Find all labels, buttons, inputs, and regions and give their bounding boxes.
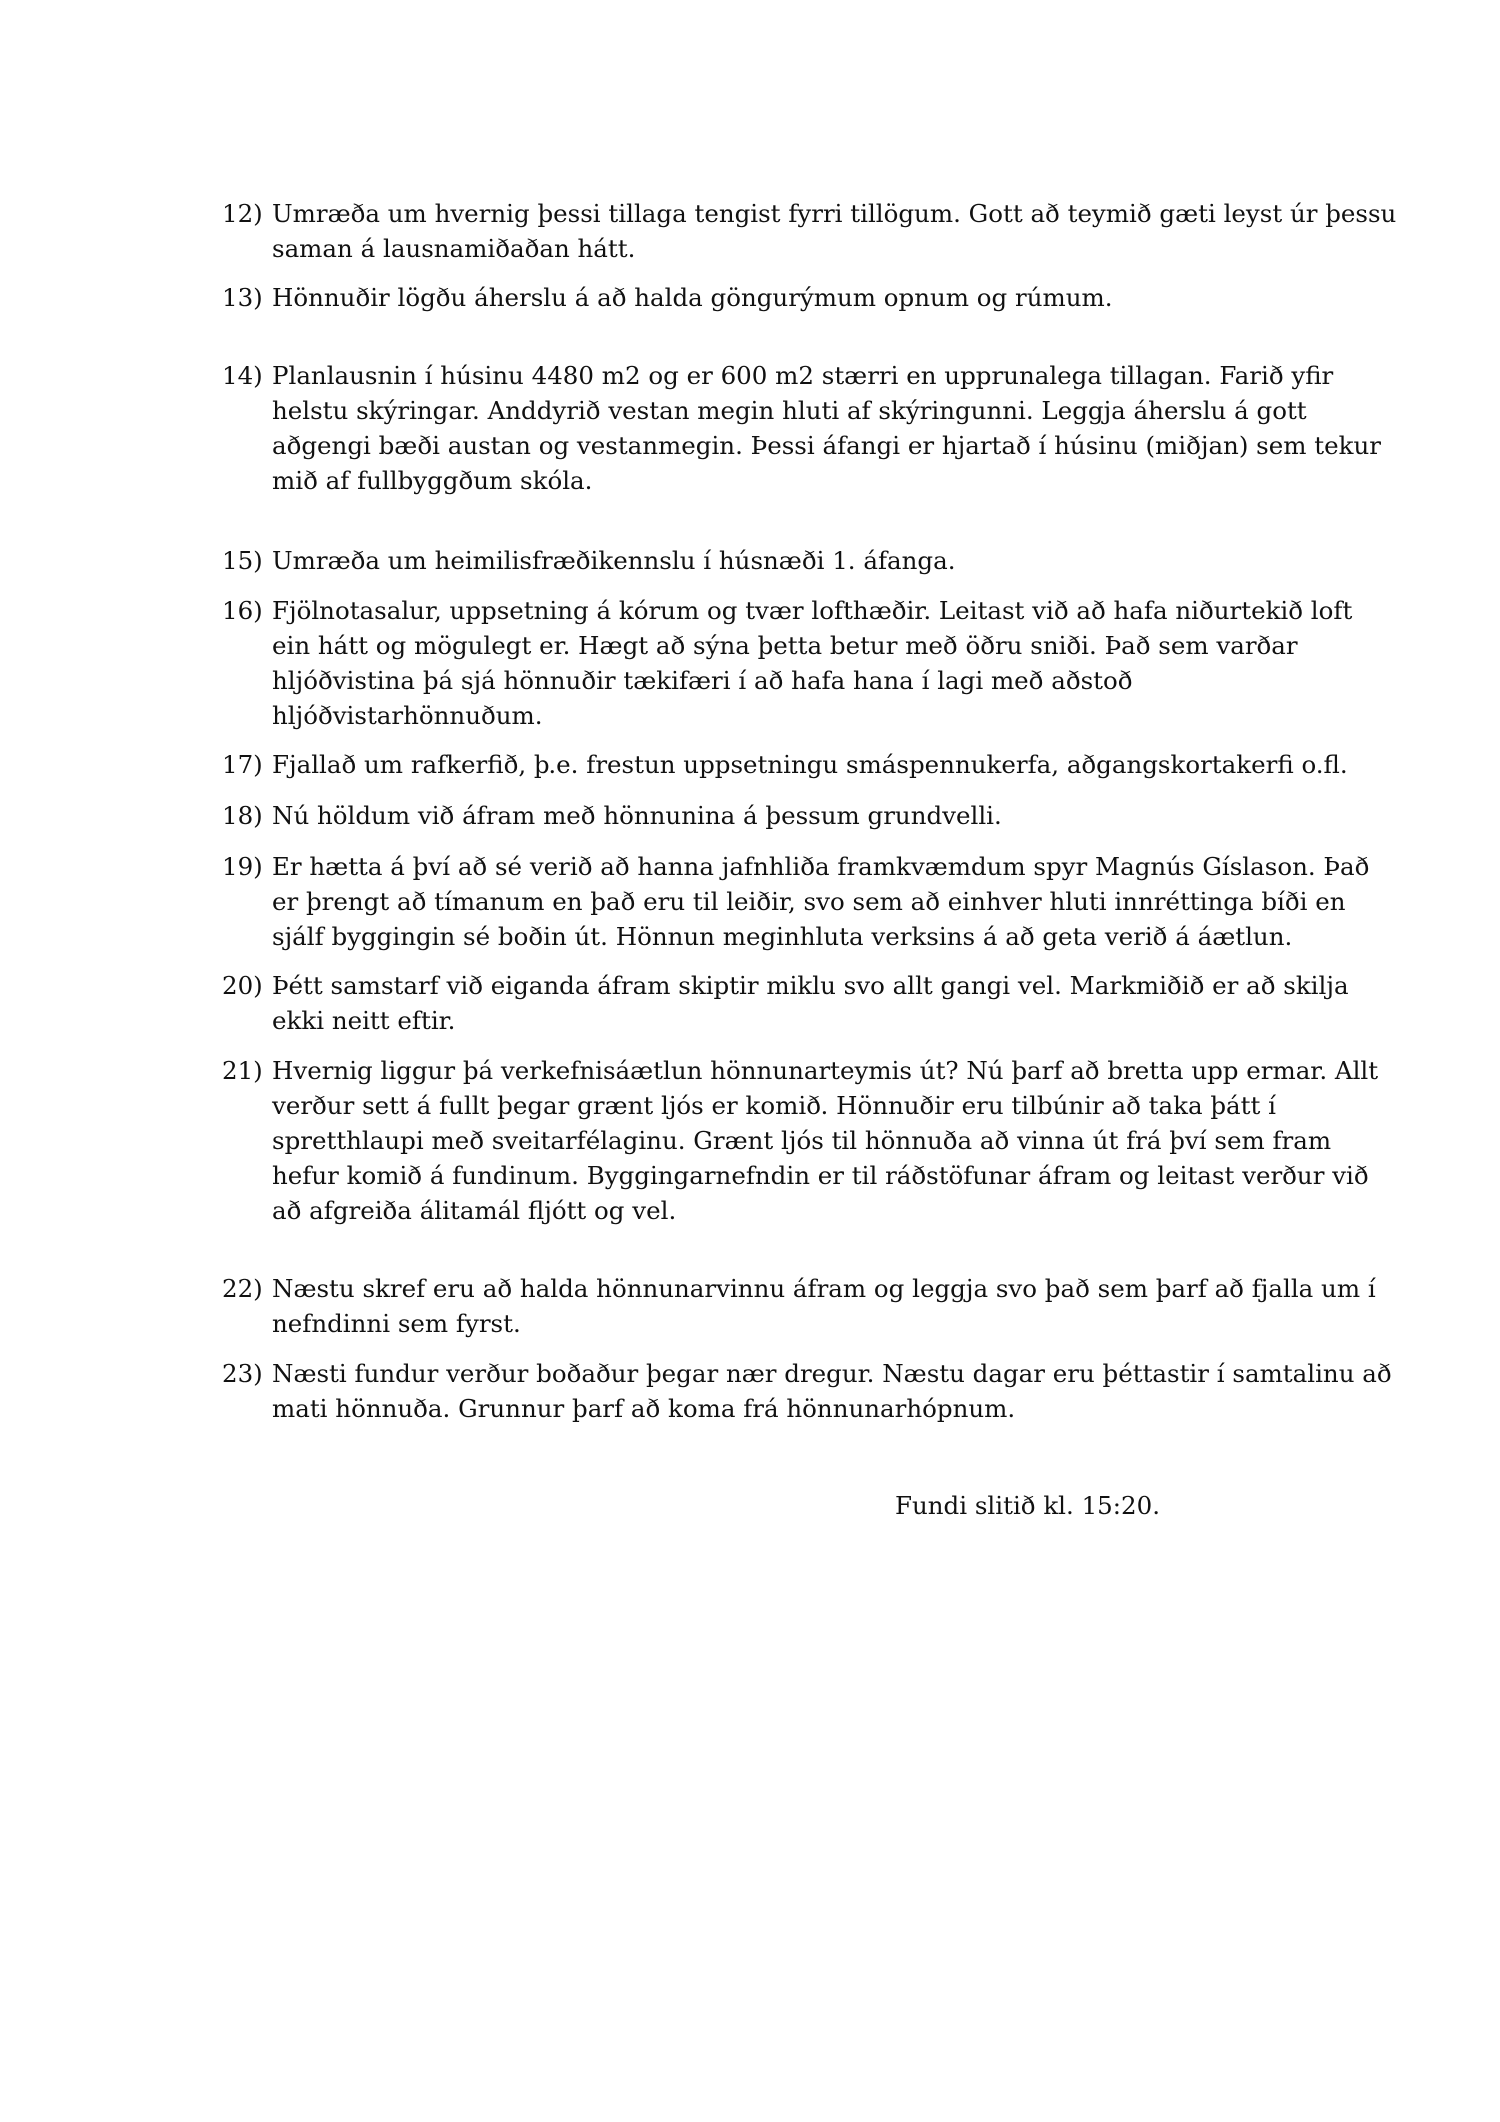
item-text-line: Umræða um heimilisfræðikennslu í húsnæði 1. áfanga. xyxy=(272,546,956,575)
item-number: 20) xyxy=(222,971,263,1000)
item-number: 21) xyxy=(222,1056,263,1085)
item-text-line: spretthlaupi með sveitarfélaginu. Grænt ljós til hönnuða að vinna út frá því sem fram xyxy=(272,1126,1332,1155)
item-text-line: Nú höldum við áfram með hönnunina á þessum grundvelli. xyxy=(272,801,1002,830)
item-number: 22) xyxy=(222,1274,263,1303)
minutes-item-14 xyxy=(222,358,1381,498)
minutes-item-12 xyxy=(222,196,1397,266)
item-text-line: Hvernig liggur þá verkefnisáætlun hönnunarteymis út? Nú þarf að bretta upp ermar. Allt xyxy=(272,1056,1379,1085)
item-number: 16) xyxy=(222,596,263,625)
minutes-item-16 xyxy=(222,593,1353,733)
item-number: 19) xyxy=(222,852,263,881)
item-text-line: helstu skýringar. Anddyrið vestan megin hluti af skýringunni. Leggja áherslu á gott xyxy=(272,396,1307,425)
item-number: 17) xyxy=(222,750,263,779)
item-text-line: Er hætta á því að sé verið að hanna jafnhliða framkvæmdum spyr Magnús Gíslason. Það xyxy=(272,852,1370,881)
minutes-item-23 xyxy=(222,1356,1392,1426)
minutes-item-17 xyxy=(222,747,1348,782)
item-text-line: hljóðvistina þá sjá hönnuðir tækifæri í að hafa hana í lagi með aðstoð xyxy=(272,666,1133,695)
item-text-line: verður sett á fullt þegar grænt ljós er komið. Hönnuðir eru tilbúnir að taka þátt í xyxy=(272,1091,1276,1120)
item-text-line: nefndinni sem fyrst. xyxy=(272,1309,521,1338)
minutes-item-21 xyxy=(222,1053,1379,1228)
item-text-line: er þrengt að tímanum en það eru til leiðir, svo sem að einhver hluti innréttinga bíði en xyxy=(272,887,1346,916)
item-text-line: ekki neitt eftir. xyxy=(272,1006,456,1035)
item-number: 12) xyxy=(222,199,263,228)
item-text-line: hljóðvistarhönnuðum. xyxy=(272,701,543,730)
minutes-item-22 xyxy=(222,1271,1376,1341)
minutes-item-13 xyxy=(222,280,1332,315)
item-text-line: mið af fullbyggðum skóla. xyxy=(272,466,593,495)
item-number: 18) xyxy=(222,801,263,830)
item-text-line: Næsti fundur verður boðaður þegar nær dregur. Næstu dagar eru þéttastir í samtalinu að xyxy=(272,1359,1392,1388)
item-text-line: hefur komið á fundinum. Byggingarnefndin er til ráðstöfunar áfram og leitast verður við xyxy=(272,1161,1369,1190)
item-text-line: ein hátt og mögulegt er. Hægt að sýna þetta betur með öðru sniði. Það sem varðar xyxy=(272,631,1298,660)
minutes-item-15 xyxy=(222,543,1332,578)
item-text-line: Þétt samstarf við eiganda áfram skiptir miklu svo allt gangi vel. Markmiðið er að skilja xyxy=(272,971,1349,1000)
item-text-line: mati hönnuða. Grunnur þarf að koma frá hönnunarhópnum. xyxy=(272,1394,1016,1423)
item-number: 13) xyxy=(222,283,263,312)
item-text-line: Hönnuðir lögðu áherslu á að halda göngurýmum opnum og rúmum. xyxy=(272,283,1113,312)
item-text-line: Planlausnin í húsinu 4480 m2 og er 600 m2 stærri en upprunalega tillagan. Farið yfir xyxy=(272,361,1334,390)
item-text-line: Umræða um hvernig þessi tillaga tengist fyrri tillögum. Gott að teymið gæti leyst úr þessu xyxy=(272,199,1397,228)
minutes-item-19 xyxy=(222,849,1370,954)
item-text-line: Næstu skref eru að halda hönnunarvinnu áfram og leggja svo það sem þarf að fjalla um í xyxy=(272,1274,1376,1303)
item-number: 14) xyxy=(222,361,263,390)
item-number: 23) xyxy=(222,1359,263,1388)
item-text-line: sjálf byggingin sé boðin út. Hönnun meginhluta verksins á að geta verið á áætlun. xyxy=(272,922,1293,951)
item-text-line: Fjallað um rafkerfið, þ.e. frestun uppsetningu smáspennukerfa, aðgangskortakerfi o.fl. xyxy=(272,750,1348,779)
item-text-line: aðgengi bæði austan og vestanmegin. Þessi áfangi er hjartað í húsinu (miðjan) sem tekur xyxy=(272,431,1381,460)
item-text-line: Fjölnotasalur, uppsetning á kórum og tvær lofthæðir. Leitast við að hafa niðurtekið loft xyxy=(272,596,1353,625)
item-text-line: saman á lausnamiðaðan hátt. xyxy=(272,234,636,263)
item-number: 15) xyxy=(222,546,263,575)
minutes-item-20 xyxy=(222,968,1349,1038)
minutes-item-18 xyxy=(222,798,1332,833)
item-text-line: að afgreiða álitamál fljótt og vel. xyxy=(272,1196,677,1225)
meeting-closing-note: Fundi slitið kl. 15:20. xyxy=(895,1491,1160,1520)
